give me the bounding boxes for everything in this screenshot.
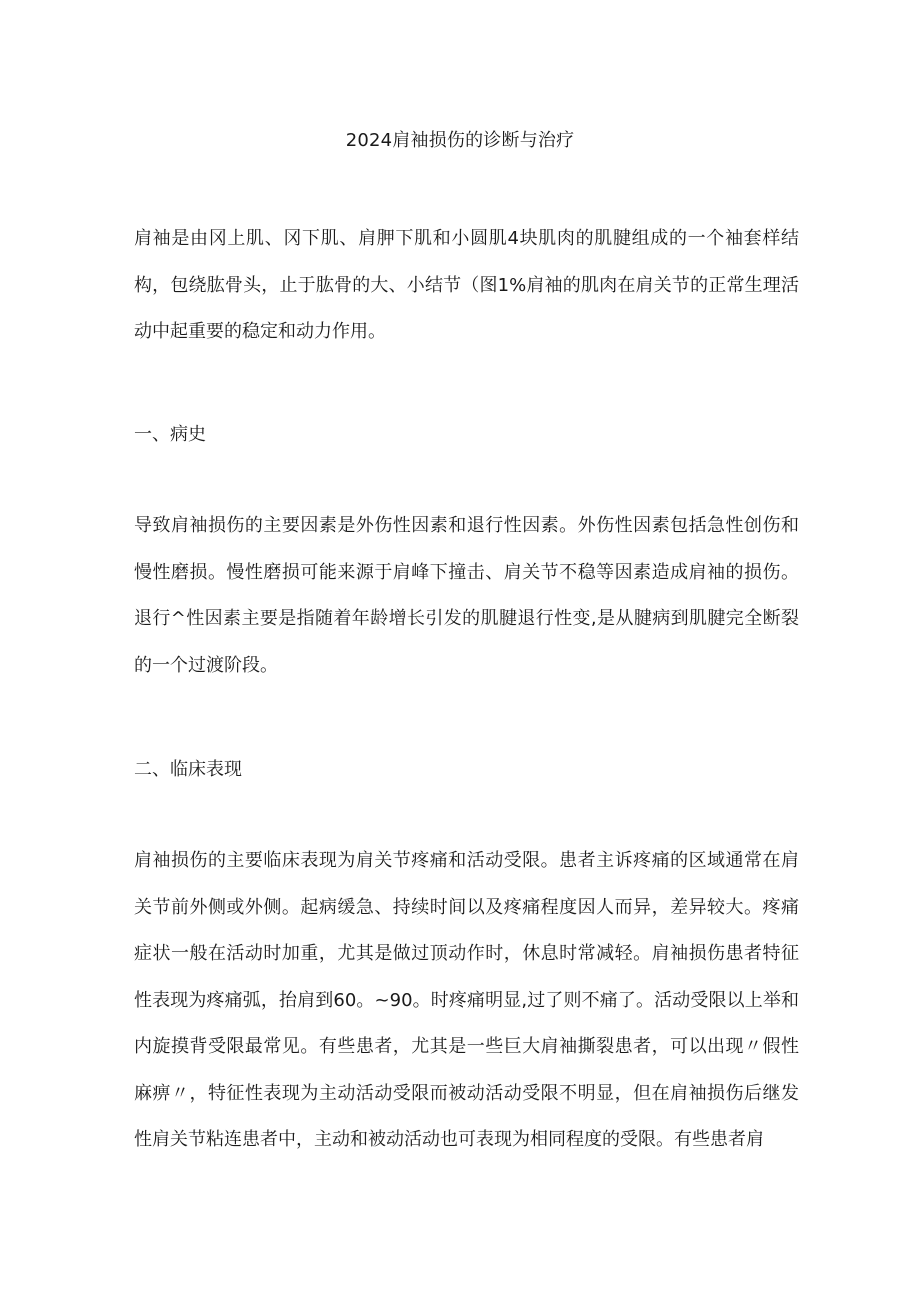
document-title: 2024肩袖损伤的诊断与治疗 bbox=[345, 130, 575, 151]
section-body-clinical: 肩袖损伤的主要临床表现为肩关节疼痛和活动受限。患者主诉疼痛的区域通常在肩关节前外侧或外侧。起病缓急、持续时间以及疼痛程度因人而异，差异较大。疼痛症状一般在活动时加重，尤其是做过顶动作时，休息时常减轻。肩袖损伤患者特征性表现为疼痛弧，抬肩到60。~90。时疼痛明显,过了则不痛了。活动受限以上举和内旋摸背受限最常见。有些患者，尤其是一些巨大肩袖撕裂患者，可以出现〃假性麻痹〃，特征性表现为主动活动受限而被动活动受限不明显，但在肩袖损伤后继发性肩关节粘连患者中，主动和被动活动也可表现为相同程度的受限。有些患者肩 bbox=[134, 850, 799, 1150]
section-heading-history: 一、病史 bbox=[134, 424, 206, 445]
section-body-history: 导致肩袖损伤的主要因素是外伤性因素和退行性因素。外伤性因素包括急性创伤和慢性磨损。慢性磨损可能来源于肩峰下撞击、肩关节不稳等因素造成肩袖的损伤。退行^性因素主要是指随着年龄增长引发的肌腱退行性变,是从腱病到肌腱完全断裂的一个过渡阶段。 bbox=[134, 515, 799, 676]
section-heading-clinical: 二、临床表现 bbox=[134, 759, 242, 780]
intro-paragraph: 肩袖是由冈上肌、冈下肌、肩胛下肌和小圆肌4块肌肉的肌腱组成的一个袖套样结构，包绕肱骨头，止于肱骨的大、小结节（图1%肩袖的肌肉在肩关节的正常生理活动中起重要的稳定和动力作用。 bbox=[134, 228, 799, 342]
